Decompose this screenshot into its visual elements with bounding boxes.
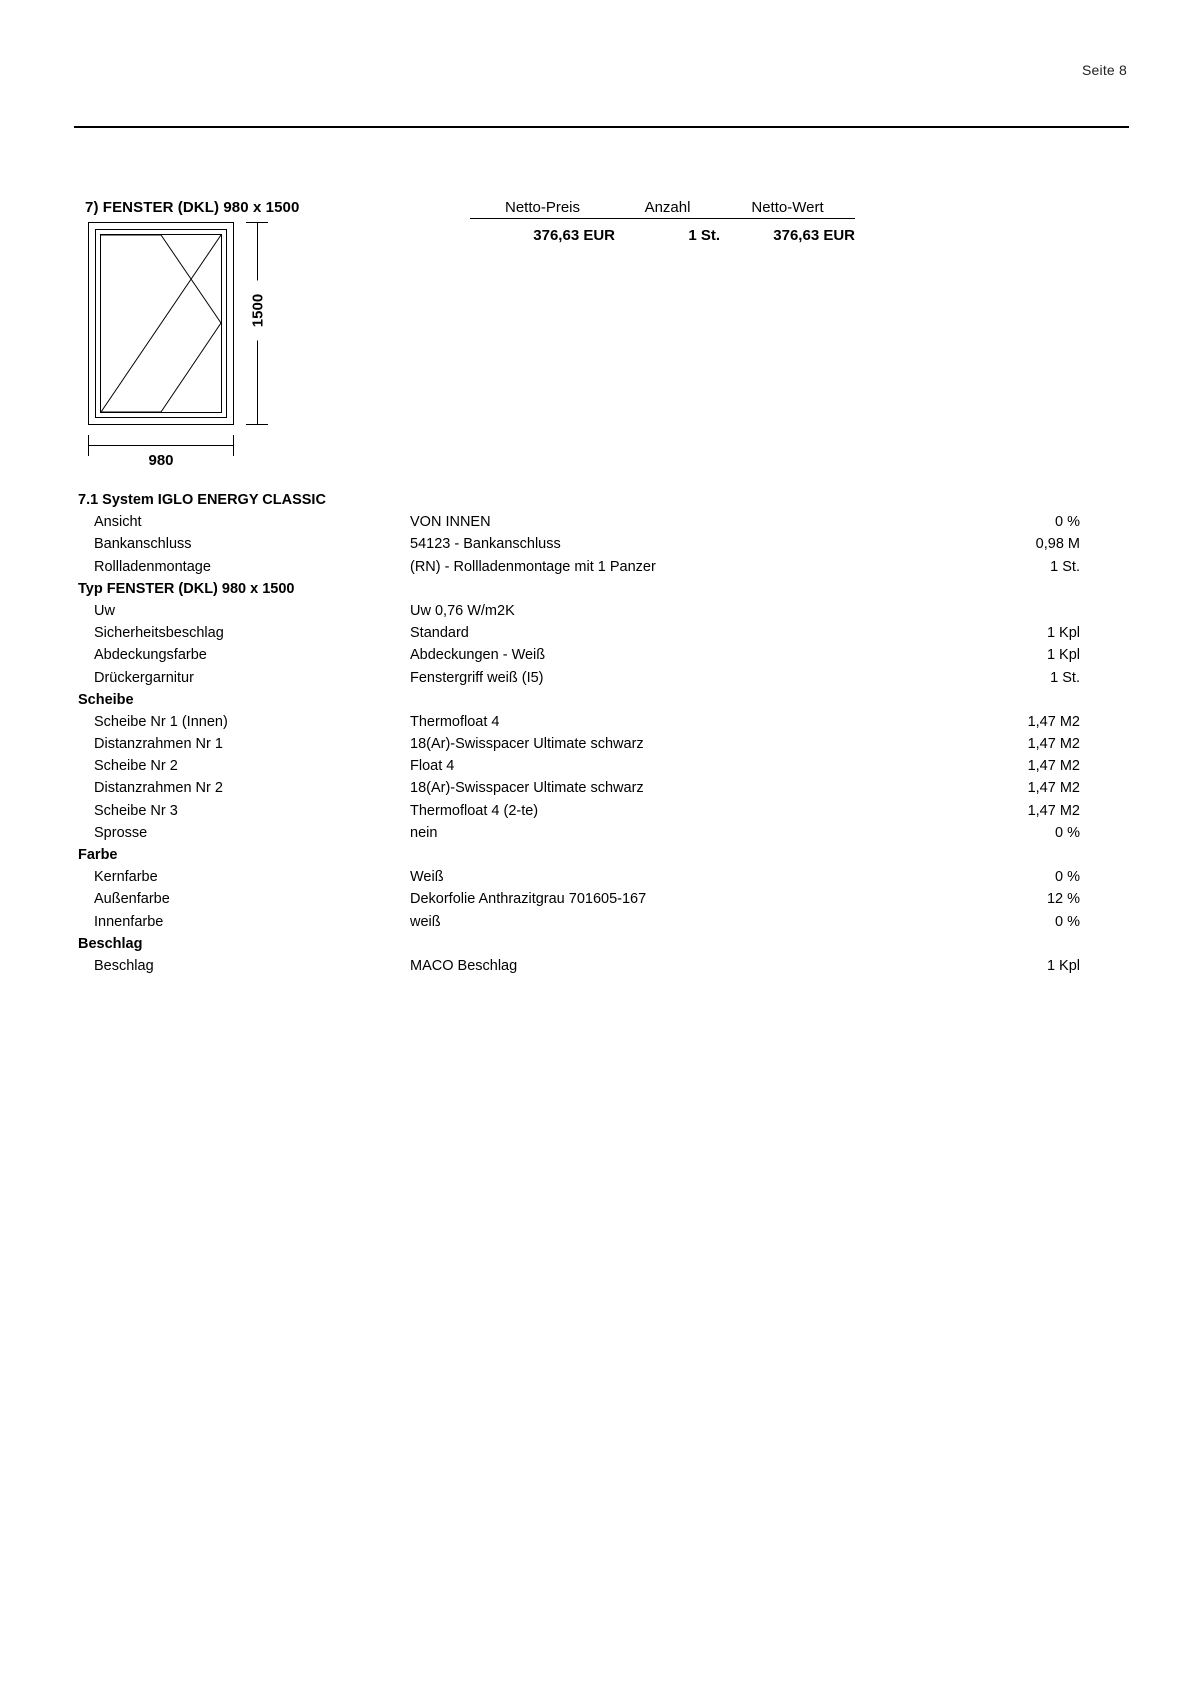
value-netto-preis: 376,63 EUR <box>533 227 615 244</box>
spec-value: Dekorfolie Anthrazitgrau 701605-167 <box>410 891 647 908</box>
spec-quantity: 1 Kpl <box>1046 625 1080 642</box>
spec-value: VON INNEN <box>410 514 491 531</box>
spec-row <box>78 825 1130 847</box>
value-netto-wert: 376,63 EUR <box>773 227 855 244</box>
spec-quantity: 0 % <box>1055 514 1080 531</box>
spec-row <box>78 869 1130 891</box>
spec-value: (RN) - Rollladenmontage mit 1 Panzer <box>410 558 656 575</box>
spec-quantity: 12 % <box>1046 891 1080 908</box>
page-number: Seite 8 <box>1082 62 1127 78</box>
spec-quantity: 1 St. <box>1050 669 1080 686</box>
spec-label: Distanzrahmen Nr 1 <box>94 736 223 753</box>
spec-label: Scheibe <box>78 691 134 708</box>
spec-label: Scheibe Nr 3 <box>94 802 178 819</box>
spec-row <box>78 736 1130 758</box>
spec-label: Uw <box>94 602 115 619</box>
spec-value: MACO Beschlag <box>410 957 518 974</box>
spec-row <box>78 758 1130 780</box>
window-sash <box>100 234 222 413</box>
spec-label: Sicherheitsbeschlag <box>94 625 224 642</box>
spec-value: Thermofloat 4 <box>410 713 500 730</box>
spec-value: Uw 0,76 W/m2K <box>410 602 515 619</box>
spec-value: Thermofloat 4 (2-te) <box>410 802 539 819</box>
spec-value: Fenstergriff weiß (I5) <box>410 669 544 686</box>
spec-label: Innenfarbe <box>94 913 164 930</box>
spec-label: Bankanschluss <box>94 536 192 553</box>
spec-row <box>78 958 1130 980</box>
column-header-netto-wert: Netto-Wert <box>720 199 855 219</box>
spec-value: nein <box>410 824 438 841</box>
spec-quantity: 1,47 M2 <box>1027 736 1080 753</box>
spec-row <box>78 936 1130 958</box>
spec-row <box>78 514 1130 536</box>
dimension-height-tick-top <box>246 222 268 223</box>
spec-label: Kernfarbe <box>94 869 158 886</box>
spec-quantity: 1,47 M2 <box>1027 758 1080 775</box>
spec-row <box>78 780 1130 802</box>
spec-row <box>78 536 1130 558</box>
spec-quantity: 0,98 M <box>1035 536 1080 553</box>
spec-label: Distanzrahmen Nr 2 <box>94 780 223 797</box>
spec-row <box>78 714 1130 736</box>
column-header-anzahl: Anzahl <box>615 199 720 219</box>
spec-quantity: 1,47 M2 <box>1027 780 1080 797</box>
value-anzahl: 1 St. <box>688 227 720 244</box>
column-header-netto-preis: Netto-Preis <box>470 199 615 219</box>
spec-label: Rollladenmontage <box>94 558 211 575</box>
spec-row <box>78 625 1130 647</box>
spec-value: 54123 - Bankanschluss <box>410 536 561 553</box>
spec-row <box>78 559 1130 581</box>
spec-quantity: 0 % <box>1055 913 1080 930</box>
spec-row <box>78 914 1130 936</box>
spec-label: Scheibe Nr 1 (Innen) <box>94 713 228 730</box>
spec-value: 18(Ar)-Swisspacer Ultimate schwarz <box>410 736 644 753</box>
spec-label: Farbe <box>78 847 118 863</box>
spec-row <box>78 670 1130 692</box>
dimension-height-tick-bottom <box>246 424 268 425</box>
spec-value: 18(Ar)-Swisspacer Ultimate schwarz <box>410 780 644 797</box>
spec-label: Beschlag <box>78 935 143 952</box>
position-title: 7) FENSTER (DKL) 980 x 1500 <box>85 199 300 216</box>
spec-row <box>78 847 1130 869</box>
tilt-turn-symbol-icon <box>101 235 221 412</box>
spec-quantity: 1,47 M2 <box>1027 802 1080 819</box>
dimension-width-line <box>88 445 234 446</box>
spec-label: Beschlag <box>94 957 154 974</box>
spec-quantity: 1 Kpl <box>1046 957 1080 974</box>
spec-label: Scheibe Nr 2 <box>94 758 178 775</box>
specification-list <box>78 492 1130 980</box>
spec-quantity: 1 Kpl <box>1046 647 1080 664</box>
spec-value: Float 4 <box>410 758 455 775</box>
spec-row <box>78 891 1130 913</box>
spec-quantity: 1 St. <box>1050 558 1080 575</box>
spec-label: Sprosse <box>94 824 148 841</box>
spec-row <box>78 603 1130 625</box>
spec-label: Drückergarnitur <box>94 669 194 686</box>
spec-quantity: 0 % <box>1055 824 1080 841</box>
spec-row <box>78 692 1130 714</box>
spec-label: 7.1 System IGLO ENERGY CLASSIC <box>78 492 326 508</box>
spec-row <box>78 492 1130 514</box>
price-table <box>470 199 855 244</box>
window-frame-outer <box>88 222 234 425</box>
spec-value: Standard <box>410 625 469 642</box>
dimension-width <box>88 434 234 474</box>
header-divider <box>74 126 1129 128</box>
spec-value: weiß <box>410 913 441 930</box>
price-table-value-row <box>470 227 855 244</box>
dimension-height-label: 1500 <box>248 281 269 341</box>
spec-row <box>78 803 1130 825</box>
spec-label: Abdeckungsfarbe <box>94 647 207 664</box>
spec-label: Ansicht <box>94 514 142 531</box>
dimension-width-label: 980 <box>148 452 174 469</box>
window-frame-middle <box>95 229 227 418</box>
spec-row <box>78 647 1130 669</box>
spec-quantity: 1,47 M2 <box>1027 713 1080 730</box>
spec-label: Typ FENSTER (DKL) 980 x 1500 <box>78 580 295 597</box>
price-table-header-row <box>470 199 855 219</box>
spec-value: Abdeckungen - Weiß <box>410 647 546 664</box>
window-drawing <box>78 222 298 487</box>
spec-label: Außenfarbe <box>94 891 170 908</box>
spec-row <box>78 581 1130 603</box>
spec-quantity: 0 % <box>1055 869 1080 886</box>
dimension-height <box>238 222 278 425</box>
spec-value: Weiß <box>410 869 444 886</box>
